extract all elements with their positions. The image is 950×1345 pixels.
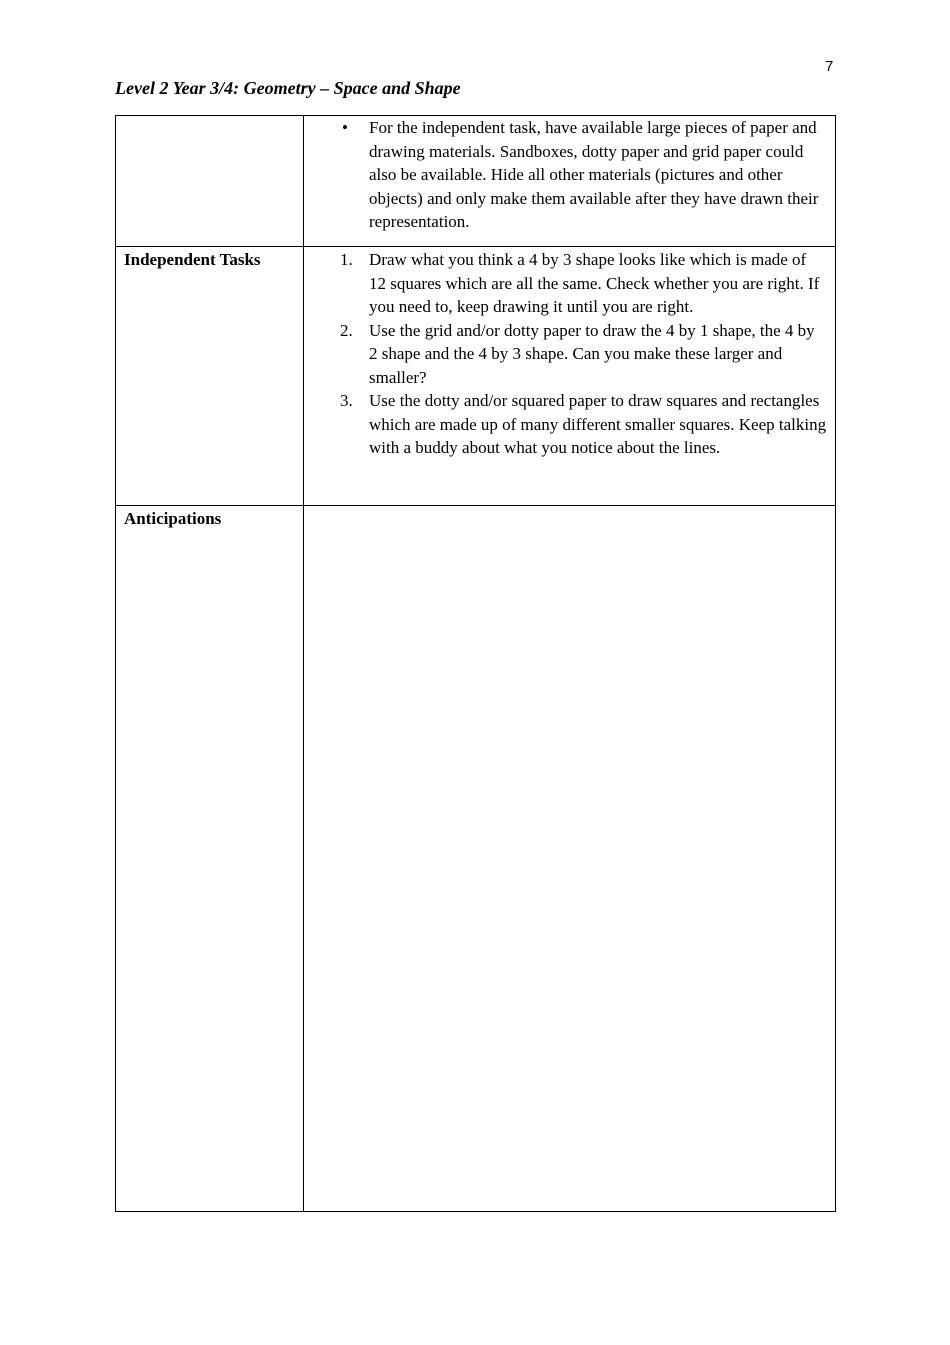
page-number: 7 xyxy=(825,58,834,75)
materials-bullet-text: For the independent task, have available large pieces of paper and drawing materials. Sandboxes, dotty paper and grid paper could also be available. Hide all other materials (pictures and other objects) and only make them available after they have drawn their representation. xyxy=(369,118,819,231)
task-number: 3. xyxy=(340,391,353,410)
independent-tasks-content-cell xyxy=(304,247,836,506)
materials-label-cell xyxy=(116,116,304,247)
independent-tasks-label-cell xyxy=(116,247,304,506)
list-item xyxy=(304,248,827,319)
list-item xyxy=(304,116,827,234)
independent-tasks-row xyxy=(116,247,836,506)
task-text: Use the grid and/or dotty paper to draw the 4 by 1 shape, the 4 by 2 shape and the 4 by 3 shape. Can you make these larger and smaller? xyxy=(369,320,815,387)
materials-bullet-list xyxy=(304,116,827,234)
task-number: 1. xyxy=(340,250,353,269)
bullet-icon: • xyxy=(342,118,348,137)
task-text: Draw what you think a 4 by 3 shape looks like which is made of 12 squares which are all the same. Check whether you are right. If you need to, keep drawing it until you are right. xyxy=(369,250,820,316)
anticipations-label: Anticipations xyxy=(124,509,222,528)
anticipations-row xyxy=(116,506,836,1212)
anticipations-label-cell xyxy=(116,506,304,1212)
lesson-plan-table xyxy=(115,115,836,1212)
list-item xyxy=(304,319,827,390)
task-number: 2. xyxy=(340,320,353,340)
anticipations-content-cell xyxy=(304,506,836,1212)
materials-row xyxy=(116,116,836,247)
independent-tasks-label: Independent Tasks xyxy=(124,250,261,269)
independent-tasks-list xyxy=(304,247,827,460)
task-text: Use the dotty and/or squared paper to draw squares and rectangles which are made up of many different smaller squares. Keep talking with a buddy about what you notice about the lines. xyxy=(369,391,827,457)
materials-label xyxy=(124,116,303,117)
list-item xyxy=(304,389,827,460)
document-title: Level 2 Year 3/4: Geometry – Space and Shape xyxy=(115,78,461,98)
materials-content-cell xyxy=(304,116,836,247)
